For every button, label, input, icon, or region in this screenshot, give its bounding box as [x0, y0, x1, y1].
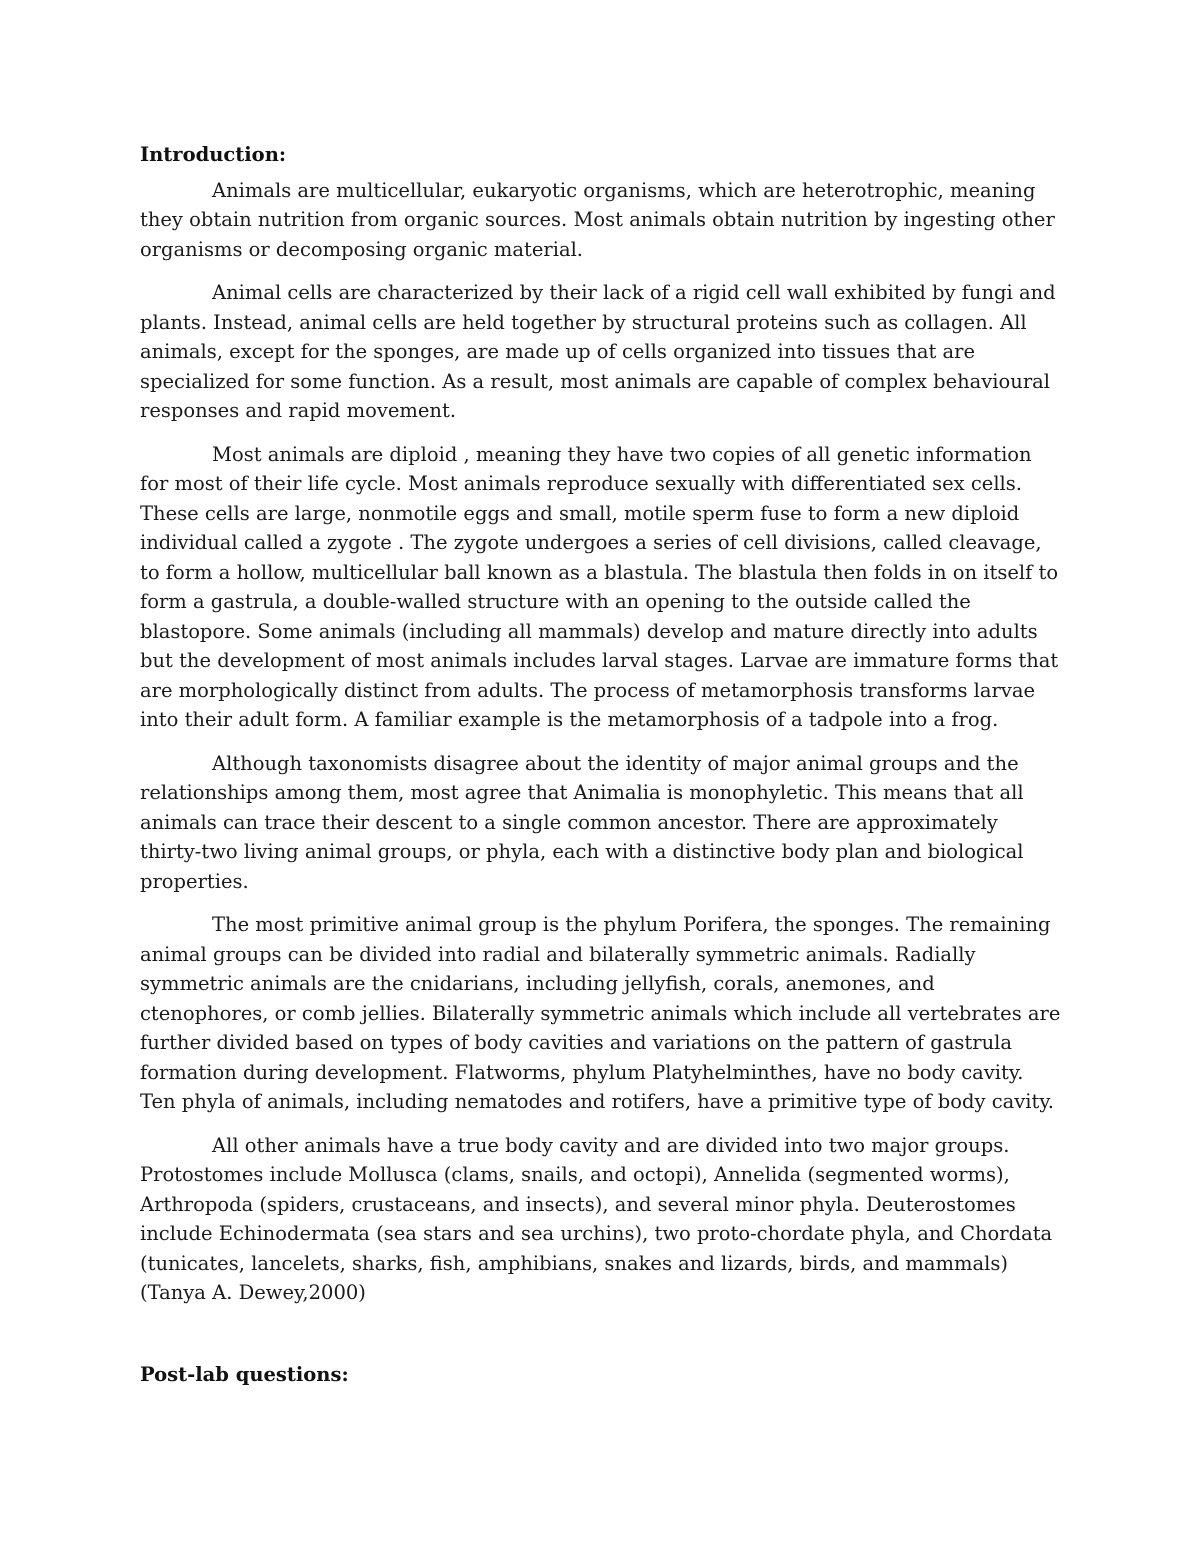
introduction-heading: Introduction:: [140, 143, 287, 166]
paragraph-animal-cells: Animal cells are characterized by their lack of a rigid cell wall exhibited by fungi and plants. Instead, animal cells are held together by structural proteins such as collagen. All animals, except for the sponges, are made up of cells organized into tissues that are specialized for some function. As a result, most animals are capable of complex behavioural responses and rapid movement.: [140, 281, 1056, 422]
paragraph-animals-definition: Animals are multicellular, eukaryotic organisms, which are heterotrophic, meaning they obtain nutrition from organic sources. Most animals obtain nutrition by ingesting other organisms or decomposing organic material.: [140, 178, 1055, 261]
paragraph-reproduction: Most animals are diploid , meaning they have two copies of all genetic information for most of their life cycle. Most animals reproduce sexually with differentiated sex cells. These cells are large, nonmotile eggs and small, motile sperm fuse to form a new diploid individual called a zygote . The zygote undergoes a series of cell divisions, called cleavage, to form a hollow, multicellular ball known as a blastula. The blastula then folds in on itself to form a gastrula, a double-walled structure with an opening to the outside called the blastopore. Some animals (including all mammals) develop and mature directly into adults but the development of most animals includes larval stages. Larvae are immature forms that are morphologically distinct from adults. The process of metamorphosis transforms larvae into their adult form. A familiar example is the metamorphosis of a tadpole into a frog.: [140, 442, 1059, 731]
document-body: [140, 140, 1065, 1395]
paragraph-taxonomy: Although taxonomists disagree about the identity of major animal groups and the relationships among them, most agree that Animalia is monophyletic. This means that all animals can trace their descent to a single common ancestor. There are approximately thirty-two living animal groups, or phyla, each with a distinctive body plan and biological properties.: [140, 751, 1024, 893]
paragraph-body-cavity: All other animals have a true body cavity and are divided into two major groups. Protostomes include Mollusca (clams, snails, and octopi), Annelida (segmented worms), Arthropoda (spiders, crustaceans, and insects), and several minor phyla. Deuterostomes include Echinodermata (sea stars and sea urchins), two proto-chordate phyla, and Chordata (tunicates, lancelets, sharks, fish, amphibians, snakes and lizards, birds, and mammals) (Tanya A. Dewey,2000): [140, 1133, 1053, 1304]
post-lab-questions-heading: Post-lab questions:: [140, 1362, 349, 1386]
paragraph-symmetry: The most primitive animal group is the phylum Porifera, the sponges. The remaining animal groups can be divided into radial and bilaterally symmetric animals. Radially symmetric animals are the cnidarians, including jellyfish, corals, anemones, and ctenophores, or comb jellies. Bilaterally symmetric animals which include all vertebrates are further divided based on types of body cavities and variations on the pattern of gastrula formation during development. Flatworms, phylum Platyhelminthes, have no body cavity. Ten phyla of animals, including nematodes and rotifers, have a primitive type of body cavity.: [140, 913, 1061, 1113]
